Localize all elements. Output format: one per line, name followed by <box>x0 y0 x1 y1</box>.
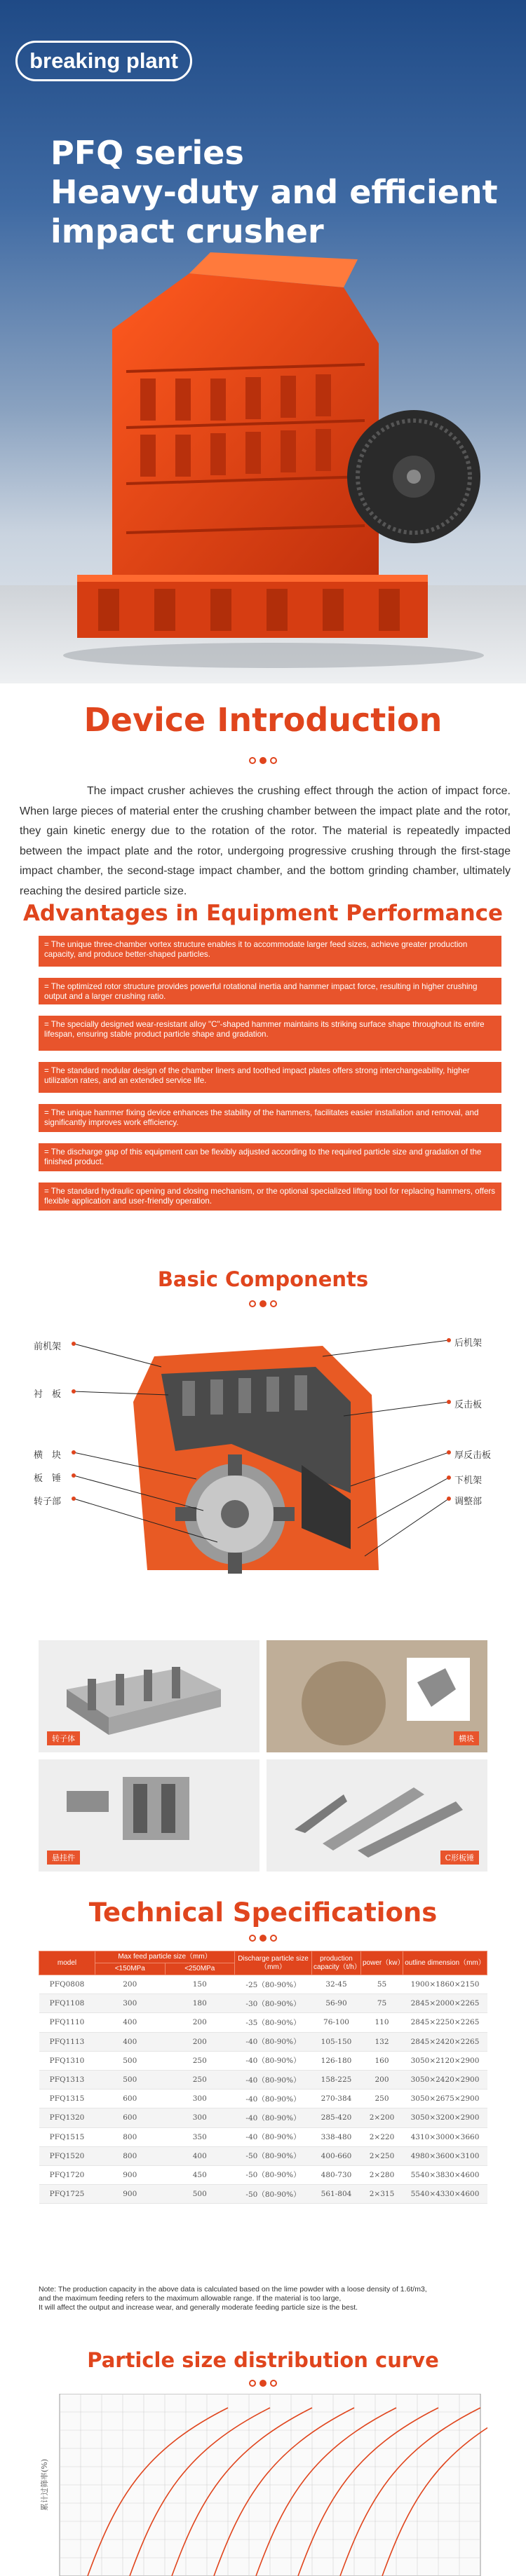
table-cell: 2×315 <box>361 2185 403 2204</box>
table-cell: 105-150 <box>312 2032 361 2051</box>
col-feed: Max feed particle size（mm） <box>95 1951 235 1963</box>
label-thick-impact-plate: 厚反击板 <box>454 1450 492 1461</box>
table-cell: 300 <box>165 2108 235 2127</box>
table-cell: PFQ1725 <box>39 2185 95 2204</box>
advantage-item: = The standard hydraulic opening and closing mechanism, or the optional specialized lifting tool for replacing hammers, offers flexible application and user-friendly operation. <box>39 1183 501 1211</box>
table-cell: 180 <box>165 1994 235 2013</box>
table-cell: 350 <box>165 2127 235 2146</box>
table-cell: 55 <box>361 1975 403 1994</box>
intro-paragraph: The impact crusher achieves the crushing effect through the action of impact force. When large pieces of material enter the crushing chamber between the impact plate and the rotor, they gain kinetic energy due to the rotation of the rotor. The material is repeatedly impacted between the impact plate and the rotor, undergoing progressive crushing through the first-stage impact chamber, the second-stage impact chamber, and the bottom grinding chamber, ultimately reaching the desired particle size. <box>20 785 511 897</box>
table-cell: -40（80-90%） <box>235 2090 312 2108</box>
table-cell: PFQ1320 <box>39 2108 95 2127</box>
table-cell: 200 <box>165 2032 235 2051</box>
table-cell: 800 <box>95 2127 166 2146</box>
table-cell: 76-100 <box>312 2013 361 2032</box>
advantages-list <box>39 936 501 1211</box>
col-dimension: outline dimension（mm） <box>403 1951 487 1975</box>
table-cell: -40（80-90%） <box>235 2108 312 2127</box>
table-cell: 400-660 <box>312 2146 361 2165</box>
psd-chart-svg <box>39 2394 487 2576</box>
table-cell: PFQ1720 <box>39 2165 95 2184</box>
table-cell: 200 <box>165 2013 235 2032</box>
intro-title: Device Introduction <box>83 701 443 739</box>
table-cell: 500 <box>95 2051 166 2070</box>
label-impact-plate: 反击板 <box>454 1400 483 1410</box>
intro-divider-dots <box>0 757 526 764</box>
table-cell: -40（80-90%） <box>235 2070 312 2089</box>
table-row <box>39 2108 487 2127</box>
specs-note-line: and the maximum feeding refers to the maximum allowable range. If the material is too large, <box>39 2294 342 2303</box>
table-cell: 75 <box>361 1994 403 2013</box>
category-badge[interactable]: breaking plant <box>15 41 192 81</box>
table-cell: 300 <box>165 2090 235 2108</box>
table-cell: 800 <box>95 2146 166 2165</box>
col-model: model <box>39 1951 95 1975</box>
psd-chart <box>39 2394 487 2576</box>
table-row <box>39 2051 487 2070</box>
table-cell: 126-180 <box>312 2051 361 2070</box>
table-cell: 150 <box>165 1975 235 1994</box>
table-cell: 600 <box>95 2090 166 2108</box>
table-cell: 200 <box>361 2070 403 2089</box>
table-cell: 450 <box>165 2165 235 2184</box>
table-cell: 4310×3000×3660 <box>403 2127 487 2146</box>
table-cell: 600 <box>95 2108 166 2127</box>
table-cell: 400 <box>95 2032 166 2051</box>
specs-table-body <box>39 1975 487 2204</box>
advantage-item: = The discharge gap of this equipment can be flexibly adjusted according to the required particle size and gradation of the finished product. <box>39 1143 501 1171</box>
col-feed-b: <250MPa <box>165 1963 235 1975</box>
table-row <box>39 1975 487 1994</box>
table-cell: -50（80-90%） <box>235 2165 312 2184</box>
part-block <box>267 1640 487 1752</box>
table-cell: -50（80-90%） <box>235 2185 312 2204</box>
advantages-title: Advantages in Equipment Performance <box>22 901 504 926</box>
table-cell: 2×200 <box>361 2108 403 2127</box>
table-cell: 132 <box>361 2032 403 2051</box>
table-cell: PFQ1110 <box>39 2013 95 2032</box>
table-row <box>39 1994 487 2013</box>
hero-title-line3: impact crusher <box>50 212 324 250</box>
table-cell: 3050×2120×2900 <box>403 2051 487 2070</box>
psd-divider-dots <box>0 2380 526 2387</box>
specs-note <box>39 2285 494 2312</box>
part-tag: 悬挂件 <box>47 1851 80 1865</box>
table-cell: 3050×3200×2900 <box>403 2108 487 2127</box>
advantage-item: = The specially designed wear-resistant alloy "C"-shaped hammer maintains its striking surface shape throughout its entire lifespan, ensuring stable product particle shape and gradation. <box>39 1016 501 1051</box>
table-cell: 56-90 <box>312 1994 361 2013</box>
table-cell: 2845×2250×2265 <box>403 2013 487 2032</box>
table-cell: 300 <box>95 1994 166 2013</box>
table-cell: 500 <box>95 2070 166 2089</box>
psd-title: Particle size distribution curve <box>87 2348 439 2372</box>
part-c-hammer <box>267 1759 487 1872</box>
col-power: power（kw） <box>361 1951 403 1975</box>
specs-note-line: Note: The production capacity in the above data is calculated based on the lime powder with a loose density of 1.6t/m3, <box>39 2285 427 2294</box>
table-cell: -30（80-90%） <box>235 1994 312 2013</box>
table-cell: 250 <box>165 2051 235 2070</box>
label-liner: 衬 板 <box>34 1389 62 1400</box>
table-cell: 1900×1860×2150 <box>403 1975 487 1994</box>
specs-divider-dots <box>0 1935 526 1942</box>
hero-title-line1: PFQ series <box>50 134 244 172</box>
table-cell: 32-45 <box>312 1975 361 1994</box>
table-cell: 400 <box>95 2013 166 2032</box>
table-row <box>39 2032 487 2051</box>
table-cell: PFQ1113 <box>39 2032 95 2051</box>
table-cell: -40（80-90%） <box>235 2127 312 2146</box>
table-cell: PFQ1310 <box>39 2051 95 2070</box>
hero-title-line2: Heavy-duty and efficient <box>50 173 498 211</box>
specs-title: Technical Specifications <box>88 1897 438 1928</box>
col-feed-a: <150MPa <box>95 1963 166 1975</box>
components-title: Basic Components <box>157 1267 369 1291</box>
table-row <box>39 2090 487 2108</box>
table-cell: 561-804 <box>312 2185 361 2204</box>
table-cell: -50（80-90%） <box>235 2146 312 2165</box>
part-tag: 转子体 <box>47 1731 80 1745</box>
table-cell: 270-384 <box>312 2090 361 2108</box>
advantage-item: = The unique hammer fixing device enhances the stability of the hammers, facilitates easier installation and removal, and significantly improves work efficiency. <box>39 1104 501 1132</box>
table-cell: 2×250 <box>361 2146 403 2165</box>
table-cell: 900 <box>95 2185 166 2204</box>
table-row <box>39 2070 487 2089</box>
table-cell: PFQ1313 <box>39 2070 95 2089</box>
impact-crusher-image <box>49 245 498 673</box>
table-cell: PFQ1515 <box>39 2127 95 2146</box>
table-row <box>39 2165 487 2184</box>
table-cell: PFQ1315 <box>39 2090 95 2108</box>
label-lower-frame: 下机架 <box>454 1476 483 1486</box>
label-adjuster: 调整部 <box>454 1497 483 1507</box>
label-hammer: 板 锤 <box>34 1473 62 1484</box>
table-cell: 338-480 <box>312 2127 361 2146</box>
advantage-item: = The optimized rotor structure provides powerful rotational inertia and hammer impact force, resulting in higher crushing output and a larger crushing ratio. <box>39 978 501 1004</box>
table-cell: -25（80-90%） <box>235 1975 312 1994</box>
label-rotor: 转子部 <box>34 1497 62 1507</box>
table-cell: -40（80-90%） <box>235 2032 312 2051</box>
table-cell: 160 <box>361 2051 403 2070</box>
table-cell: 158-225 <box>312 2070 361 2089</box>
part-suspension <box>39 1759 259 1872</box>
psd-ylabel: 累计过筛率(%) <box>40 2458 49 2512</box>
table-cell: PFQ1520 <box>39 2146 95 2165</box>
part-tag: 横块 <box>454 1731 479 1745</box>
table-cell: 250 <box>361 2090 403 2108</box>
part-tag: C形板锤 <box>440 1851 479 1865</box>
label-block: 横 块 <box>34 1450 62 1461</box>
table-cell: 2×220 <box>361 2127 403 2146</box>
table-cell: 3050×2420×2900 <box>403 2070 487 2089</box>
table-cell: 4980×3600×3100 <box>403 2146 487 2165</box>
table-row <box>39 2146 487 2165</box>
label-rear-frame: 后机架 <box>454 1338 483 1349</box>
table-cell: 3050×2675×2900 <box>403 2090 487 2108</box>
table-cell: -35（80-90%） <box>235 2013 312 2032</box>
table-cell: 400 <box>165 2146 235 2165</box>
table-cell: PFQ1108 <box>39 1994 95 2013</box>
table-cell: PFQ0808 <box>39 1975 95 1994</box>
specs-note-line: It will affect the output and increase wear, and generally moderate feeding particle size is the best. <box>39 2303 358 2312</box>
table-cell: 2845×2000×2265 <box>403 1994 487 2013</box>
hero-title <box>50 133 498 251</box>
components-divider-dots <box>0 1300 526 1307</box>
col-discharge: Discharge particle size（mm） <box>235 1951 312 1975</box>
table-cell: 2×280 <box>361 2165 403 2184</box>
col-capacity: production capacity（t/h） <box>312 1951 361 1975</box>
table-row <box>39 2127 487 2146</box>
table-cell: 5540×3830×4600 <box>403 2165 487 2184</box>
table-cell: 5540×4330×4600 <box>403 2185 487 2204</box>
hero-banner <box>0 0 526 683</box>
table-cell: 250 <box>165 2070 235 2089</box>
table-row <box>39 2185 487 2204</box>
cutaway-drawing <box>21 1318 505 1612</box>
table-row <box>39 2013 487 2032</box>
crusher-cutaway-diagram <box>21 1318 505 1612</box>
advantage-item: = The unique three-chamber vortex structure enables it to accommodate larger feed sizes, achieve greater production capacity, and produce better-shaped particles. <box>39 936 501 967</box>
table-cell: 110 <box>361 2013 403 2032</box>
table-cell: 285-420 <box>312 2108 361 2127</box>
table-cell: 500 <box>165 2185 235 2204</box>
table-cell: 200 <box>95 1975 166 1994</box>
specs-table <box>39 1951 487 2204</box>
part-rotor-body <box>39 1640 259 1752</box>
table-cell: -40（80-90%） <box>235 2051 312 2070</box>
label-front-frame: 前机架 <box>34 1342 62 1352</box>
table-cell: 2845×2420×2265 <box>403 2032 487 2051</box>
parts-gallery <box>39 1640 487 1872</box>
table-cell: 900 <box>95 2165 166 2184</box>
table-cell: 480-730 <box>312 2165 361 2184</box>
advantage-item: = The standard modular design of the chamber liners and toothed impact plates offers strong interchangeability, higher utilization rates, and an extended service life. <box>39 1062 501 1093</box>
